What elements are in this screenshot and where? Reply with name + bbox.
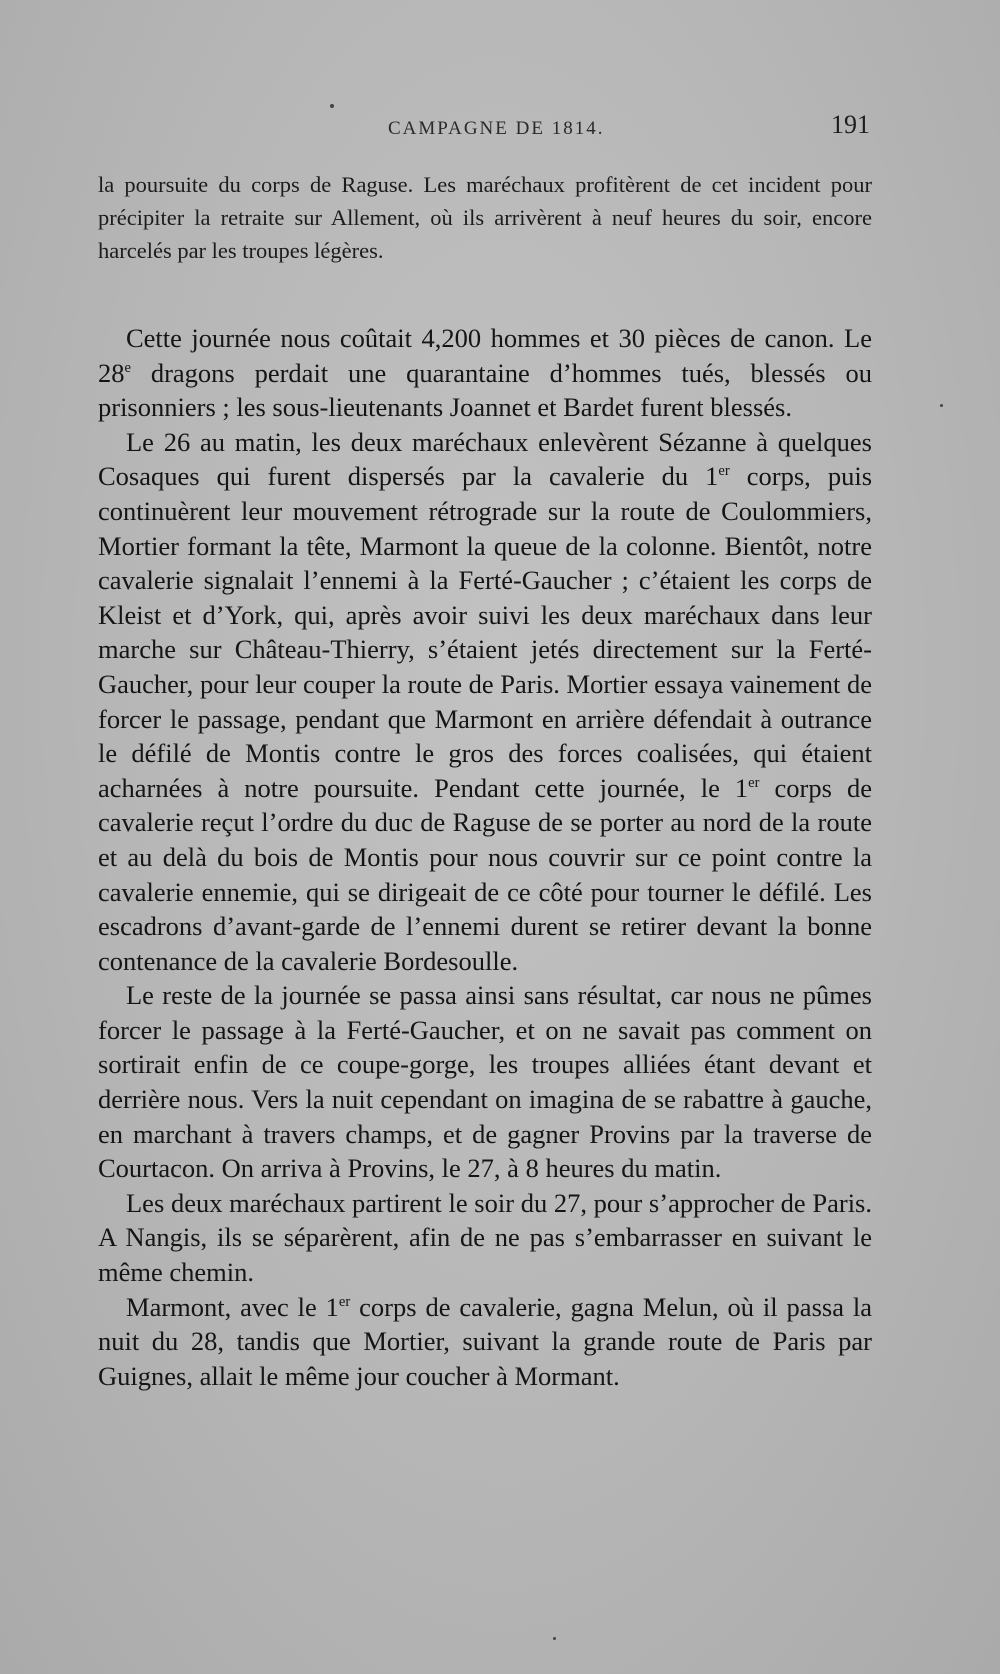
- paragraph-1-text-b: dragons perdait une quarantaine d’hommes tués, blessés ou prisonniers ; les sous-lieutenants Joannet et Bardet furent blessés.: [98, 357, 872, 423]
- page-number: 191: [831, 110, 870, 139]
- paragraph-3: Le reste de la journée se passa ainsi sans résultat, car nous ne pûmes forcer le passage à la Ferté-Gaucher, et on ne savait pas comment on sortirait enfin de ce coupe-gorge, les troupes alliées étant devant et derrière nous. Vers la nuit cependant on imagina de se rabattre à gauche, en marchant à travers champs, et de gagner Provins par la traverse de Courtacon. On arriva à Provins, le 27, à 8 heures du matin.: [98, 980, 872, 1184]
- paragraph-5: [98, 1290, 872, 1394]
- paragraph-5-text-a: Marmont, avec le 1: [126, 1291, 339, 1322]
- paragraph-4: Les deux maréchaux partirent le soir du 27, pour s’approcher de Paris. A Nangis, ils se séparèrent, afin de ne pas s’embarrasser en suivant le même chemin.: [98, 1187, 872, 1288]
- paragraph-2-text-b: corps, puis continuèrent leur mouvement rétrograde sur la route de Coulommiers, Mortier formant la tête, Marmont la queue de la colonne. Bientôt, notre cavalerie signalait l’ennemi à la Ferté-Gaucher ; c’étaient les corps de Kleist et d’York, qui, après avoir suivi les deux maréchaux dans leur marche sur Château-Thierry, s’étaient jetés directement sur la Ferté-Gaucher, pour leur couper la route de Paris. Mortier essaya vainement de forcer le passage, pendant que Marmont en arrière défendait à outrance le défilé de Montis contre le gros des forces coalisées, qui étaient acharnées à notre poursuite. Pendant cette journée, le 1: [98, 461, 873, 803]
- page-header: [100, 108, 870, 148]
- paper-speck: [940, 404, 943, 407]
- superscript-er: er: [338, 1293, 351, 1310]
- paragraph-2-text-c: corps de cavalerie reçut l’ordre du duc de Raguse de se porter au nord de la route et au delà du bois de Montis pour nous couvrir sur ce point contre la cavalerie ennemie, qui se dirigeait de ce côté pour tourner le défilé. Les escadrons d’avant-garde de l’ennemi durent se retirer devant la bonne contenance de la cavalerie Bordesoulle.: [98, 772, 872, 976]
- paragraph-2: [98, 425, 872, 979]
- paragraph-1: [98, 321, 872, 425]
- superscript-er: er: [718, 463, 730, 480]
- body-text: [98, 168, 872, 1393]
- paragraph-5-text-b: corps de cavalerie, gagna Melun, où il passa la nuit du 28, tandis que Mortier, suivant la grande route de Paris par Guignes, allait le même jour coucher à Mormant.: [98, 1291, 872, 1391]
- paper-speck: [553, 1637, 556, 1640]
- paragraph-1-text-a: Cette journée nous coûtait 4,200 hommes et 30 pièces de canon. Le 28: [98, 323, 872, 388]
- superscript-e: e: [124, 359, 131, 376]
- paragraph-2-text-a: Le 26 au matin, les deux maréchaux enlevèrent Sézanne à quelques Cosaques qui furent dispersés par la cavalerie du 1: [98, 426, 872, 492]
- paragraph-continuation: la poursuite du corps de Raguse. Les maréchaux profitèrent de cet incident pour précipiter la retraite sur Allement, où ils arrivèrent à neuf heures du soir, encore harcelés par les troupes légères.: [98, 172, 872, 263]
- running-title: CAMPAGNE DE 1814.: [388, 118, 605, 139]
- superscript-er: er: [748, 774, 760, 791]
